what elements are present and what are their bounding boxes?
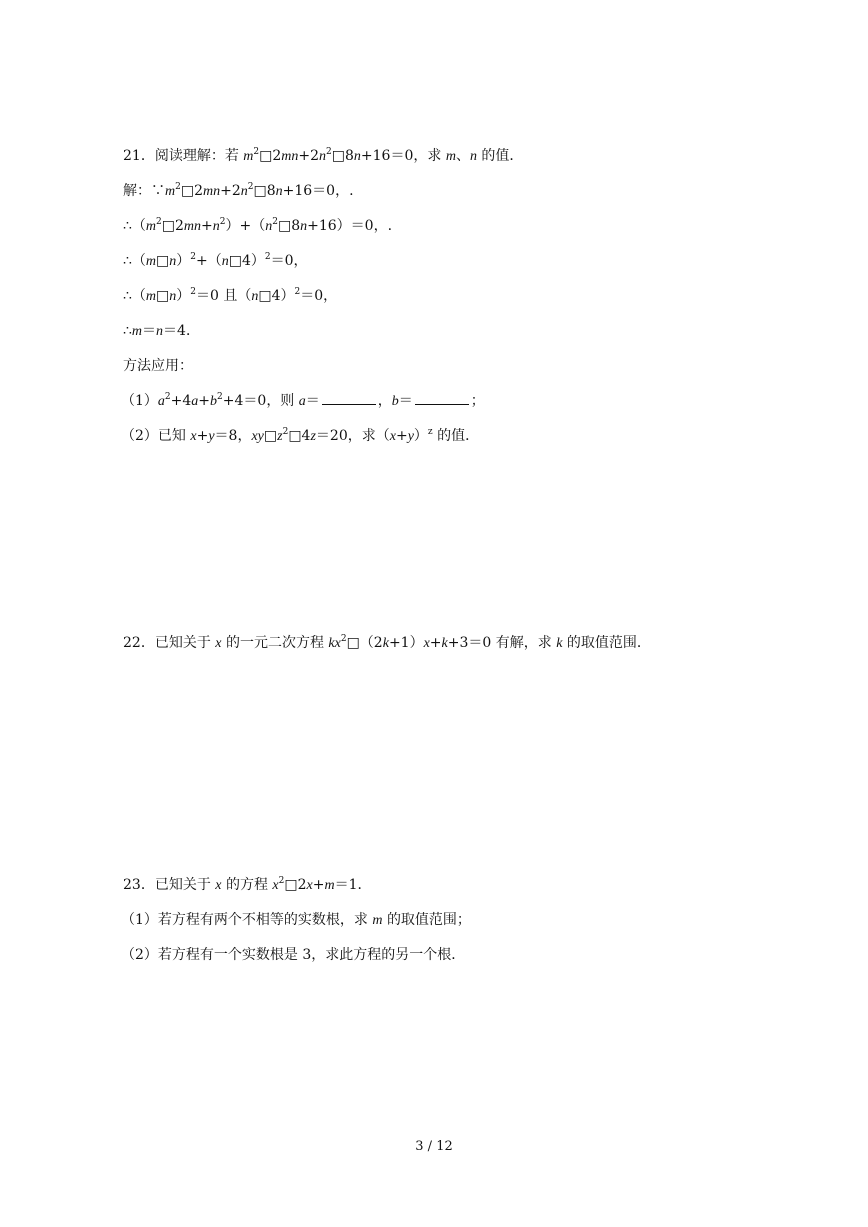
q22-text: 22．已知关于 x 的一元二次方程 $kx^2□(2k+1)x+k+3=0$ 有解，求 k 的取值范围． (123, 634, 651, 651)
answer-blank-b[interactable] (415, 392, 469, 405)
page-number: 3 / 12 (415, 1139, 453, 1154)
q23-text: 23．已知关于 x 的方程 $x^2□2x+m=1$． (123, 876, 372, 893)
answer-blank-a[interactable] (322, 392, 376, 405)
q21-solution-line5: ∴m＝n＝4． (123, 323, 200, 339)
q21-solution-line1: 解：$\because m^2□2mn+2n^2□8n+16=0$，. (123, 182, 354, 199)
q21-title: 21．阅读理解：若 $m^2□2mn+2n^2□8n+16=0$，求 m、n 的值． (123, 147, 524, 164)
q21-solution-line3: ∴（m□n）$^2$+（n□4）$^2$＝0， (123, 252, 308, 269)
q23-part1: （1）若方程有两个不相等的实数根，求 m 的取值范围； (121, 912, 471, 928)
q23-part2: （2）若方程有一个实数根是 3，求此方程的另一个根． (121, 947, 466, 963)
q21-solution-line4: ∴（m□n）$^2$＝0 且（n□4）$^2$＝0， (123, 287, 338, 304)
q21-method-label: 方法应用： (123, 358, 193, 374)
q21-solution-line2: $\therefore(m^2□2mn+n^2)+(n^2□8n+16)=0$，. (123, 217, 393, 234)
q21-part1: $(1)a^2+4a+b^2+4=0$，则 a＝ ，b＝ ； (121, 392, 485, 409)
q21-part2: （2）已知 x+y＝8，$xy□z^2□4z=20$，求$(x+y)^z$ 的值． (121, 427, 480, 444)
